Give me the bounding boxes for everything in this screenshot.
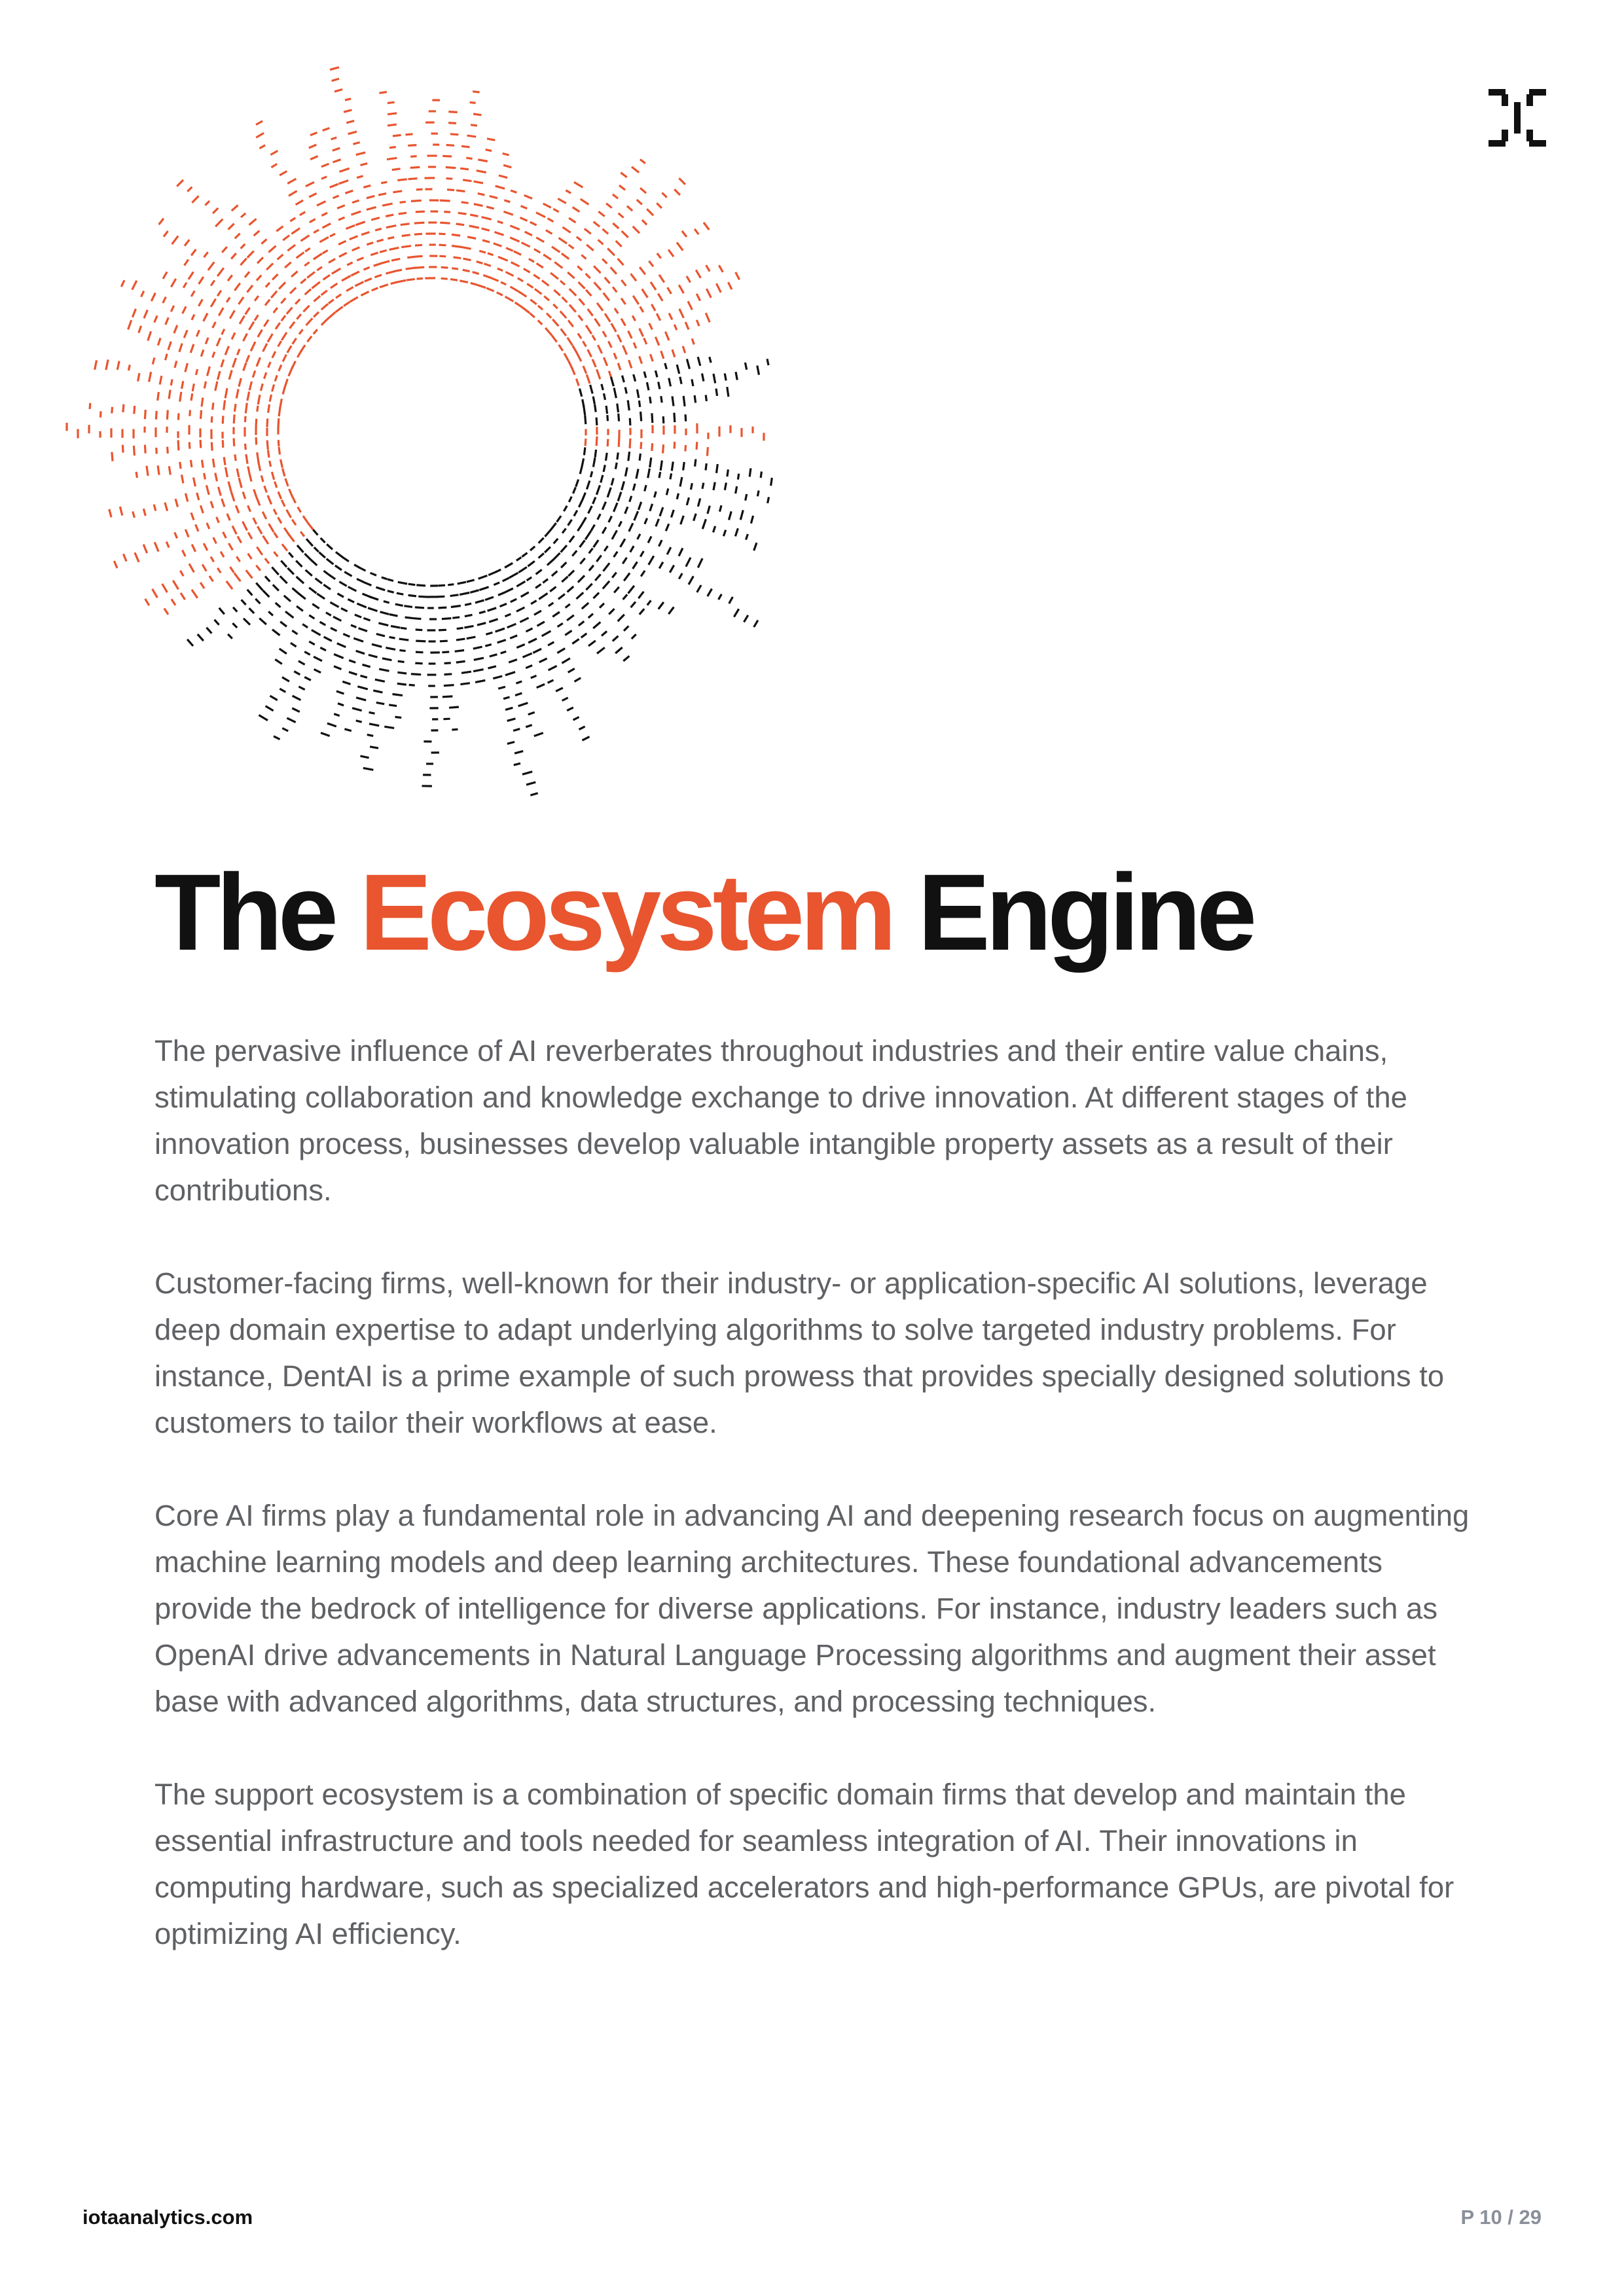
paragraph: The pervasive influence of AI reverberates throughout industries and their entire value chains, stimulating collaboration and knowledge exchange to drive innovation. At different stages of the innovation process, businesses develop valuable intangible property assets as a result of their contributions. (154, 1034, 1407, 1207)
body-text (154, 1028, 1477, 2003)
title-accent-word: Ecosystem (359, 852, 892, 973)
paragraph: Customer-facing firms, well-known for their industry- or application-specific AI solutions, leverage deep domain expertise to adapt underlying algorithms to solve targeted industry problems. For instance, DentAI is a prime example of such prowess that provides specially designed solutions to customers to tailor their workflows at ease. (154, 1266, 1445, 1439)
paragraph: Core AI firms play a fundamental role in advancing AI and deepening research focus on augmenting machine learning models and deep learning architectures. These foundational advancements provide the bedrock of intelligence for diverse applications. For instance, industry leaders such as OpenAI drive advancements in Natural Language Processing algorithms and augment their asset base with advanced algorithms, data structures, and processing techniques. (154, 1499, 1470, 1718)
iot-analytics-logo-icon (1489, 89, 1546, 147)
footer-page-number: P 10 / 29 (1460, 2206, 1542, 2229)
paragraph: The support ecosystem is a combination of specific domain firms that develop and maintain the essential infrastructure and tools needed for seamless integration of AI. Their innovations in computing hardware, such as specialized accelerators and high-performance GPUs, are pivotal for optimizing AI efficiency. (154, 1778, 1454, 1950)
title-part-2: Engine (917, 852, 1253, 973)
footer-website[interactable]: iotaanalytics.com (82, 2206, 253, 2229)
page-title (154, 851, 1252, 976)
title-part-1: The (154, 852, 334, 973)
dashed-radial-ring-icon (65, 65, 799, 798)
